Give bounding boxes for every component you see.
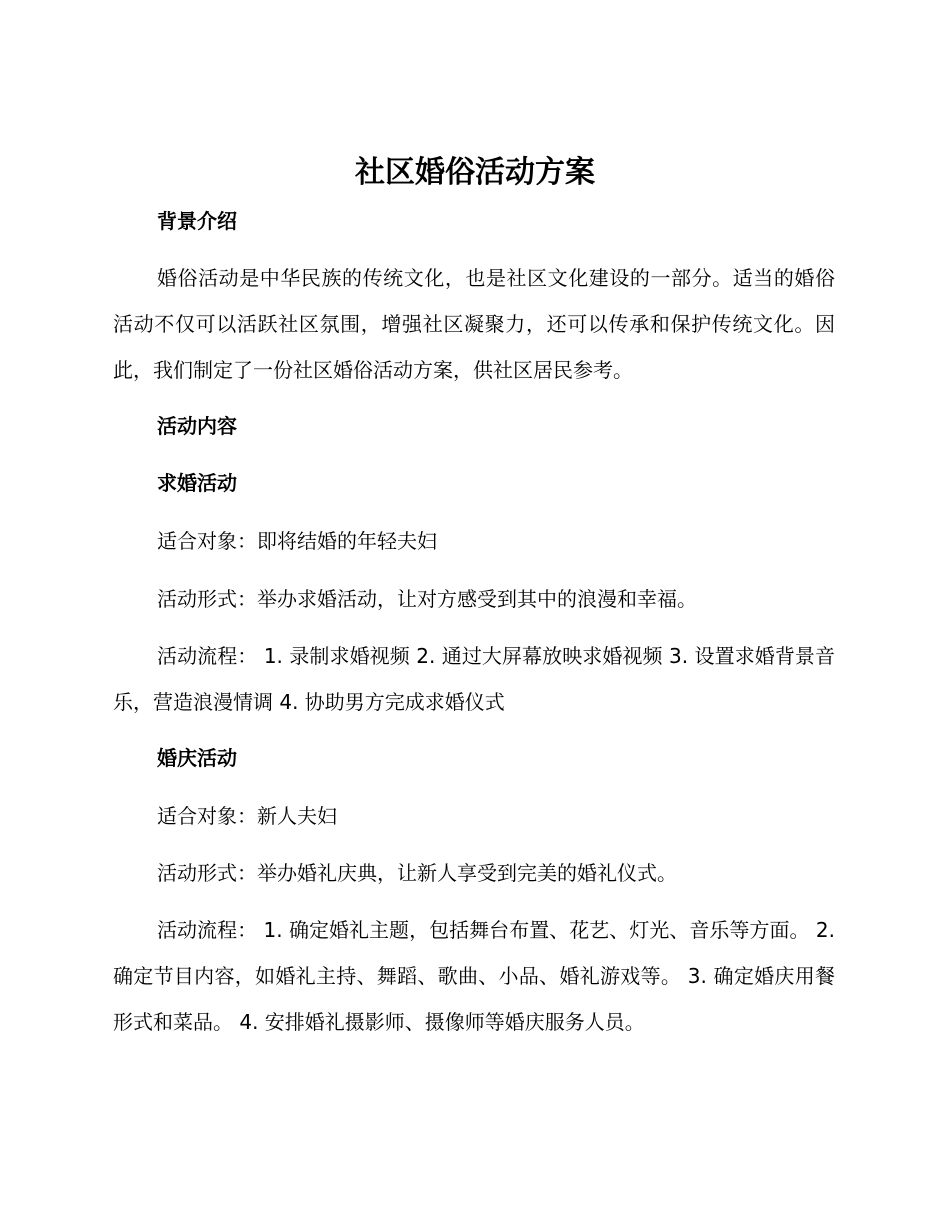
background-heading: 背景介绍 [157,209,237,233]
proposal-heading: 求婚活动 [157,471,237,495]
celebration-heading: 婚庆活动 [157,746,237,770]
proposal-form: 活动形式：举办求婚活动，让对方感受到其中的浪漫和幸福。 [157,587,697,611]
celebration-form: 活动形式：举办婚礼庆典，让新人享受到完美的婚礼仪式。 [157,861,677,885]
proposal-process: 活动流程： 1. 录制求婚视频 2. 通过大屏幕放映求婚视频 3. 设置求婚背景音乐，营造浪漫情调 4. 协助男方完成求婚仪式 [113,644,835,714]
activity-content-heading: 活动内容 [157,414,237,438]
proposal-target: 适合对象：即将结婚的年轻夫妇 [157,529,437,553]
celebration-target: 适合对象：新人夫妇 [157,804,337,828]
document-title: 社区婚俗活动方案 [355,155,595,190]
celebration-process: 活动流程： 1. 确定婚礼主题，包括舞台布置、花艺、灯光、音乐等方面。 2. 确定节目内容，如婚礼主持、舞蹈、歌曲、小品、婚礼游戏等。 3. 确定婚庆用餐形式和菜品。 4. 安排婚礼摄影师、摄像师等婚庆服务人员。 [113,918,835,1034]
background-paragraph: 婚俗活动是中华民族的传统文化，也是社区文化建设的一部分。适当的婚俗活动不仅可以活跃社区氛围，增强社区凝聚力，还可以传承和保护传统文化。因此，我们制定了一份社区婚俗活动方案，供社区居民参考。 [113,266,835,382]
